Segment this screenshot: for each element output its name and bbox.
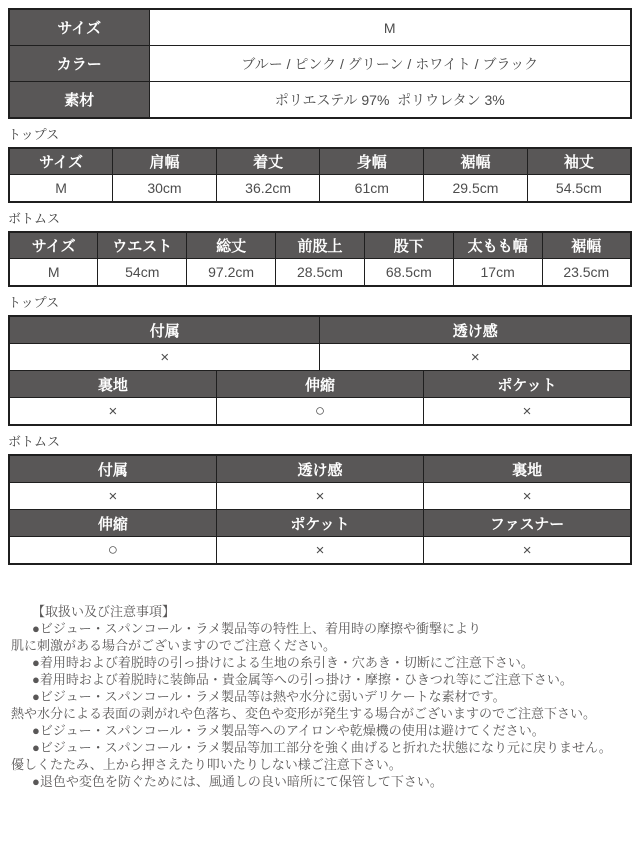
note-line: ●ビジュー・スパンコール・ラメ製品等加工部分を強く曲げると折れた状態になり元に戻りません。 (32, 740, 612, 755)
feature-value: × (9, 398, 216, 426)
feature-header: 付属 (9, 316, 320, 344)
measurement-cell: 17cm (453, 259, 542, 287)
table-row (9, 344, 631, 371)
spec-value-cell: ポリエステル 97% ポリウレタン 3% (149, 82, 631, 119)
column-header: 身幅 (320, 148, 424, 175)
table-row (9, 82, 631, 119)
tops-features-table (8, 315, 632, 426)
bottoms-measurements-table (8, 231, 632, 287)
spec-table (8, 8, 632, 119)
feature-value: × (9, 344, 320, 371)
table-row (9, 259, 631, 287)
note-line: 優しくたたみ、上から押さえたり叩いたりしない様ご注意下さい。 (11, 757, 402, 772)
note-line: 肌に刺激がある場合がございますのでご注意ください。 (11, 638, 337, 653)
section-label-bottoms-features: ボトムス (8, 434, 61, 449)
measurement-cell: 36.2cm (216, 175, 320, 203)
table-header-row (9, 316, 631, 344)
feature-value: × (216, 537, 423, 565)
spec-value-cell: M (149, 9, 631, 46)
feature-header: 裏地 (9, 371, 216, 398)
table-row (9, 175, 631, 203)
measurement-cell: 54cm (98, 259, 187, 287)
column-header: サイズ (9, 148, 113, 175)
spec-label-cell: カラー (9, 46, 149, 82)
spec-value-cell: ブルー / ピンク / グリーン / ホワイト / ブラック (149, 46, 631, 82)
feature-header: 透け感 (216, 455, 423, 483)
measurement-cell: 61cm (320, 175, 424, 203)
table-row (9, 46, 631, 82)
care-notes (8, 603, 632, 790)
section-label-tops: トップス (8, 127, 60, 142)
note-line: ●ビジュー・スパンコール・ラメ製品等の特性上、着用時の摩擦や衝撃により (32, 621, 481, 636)
measurement-cell: 30cm (113, 175, 217, 203)
table-header-row (9, 510, 631, 537)
feature-header: 伸縮 (9, 510, 216, 537)
feature-value: × (9, 483, 216, 510)
note-line: ●退色や変色を防ぐためには、風通しの良い暗所にて保管して下さい。 (32, 774, 443, 789)
column-header: 股下 (364, 232, 453, 259)
care-notes-title: 【取扱い及び注意事項】 (32, 604, 176, 619)
feature-header: 付属 (9, 455, 216, 483)
note-line: ●着用時および着脱時の引っ掛けによる生地の糸引き・穴あき・切断にご注意下さい。 (32, 655, 534, 670)
table-header-row (9, 232, 631, 259)
feature-header: ポケット (424, 371, 631, 398)
feature-value: × (424, 537, 631, 565)
feature-header: 透け感 (320, 316, 631, 344)
column-header: 前股上 (276, 232, 365, 259)
bottoms-features-table (8, 454, 632, 565)
section-label-bottoms: ボトムス (8, 211, 61, 226)
table-header-row (9, 455, 631, 483)
column-header: 太もも幅 (453, 232, 542, 259)
feature-value: × (424, 483, 631, 510)
note-line: 熱や水分による表面の剥がれや色落ち、変色や変形が発生する場合がございますのでご注意下さい。 (11, 706, 597, 721)
note-line: ●着用時および着脱時に装飾品・貴金属等への引っ掛け・摩擦・ひきつれ等にご注意下さい。 (32, 672, 573, 687)
measurement-cell: M (9, 175, 113, 203)
column-header: 肩幅 (113, 148, 217, 175)
measurement-cell: 54.5cm (527, 175, 631, 203)
feature-header: 裏地 (424, 455, 631, 483)
table-row (9, 9, 631, 46)
feature-header: ポケット (216, 510, 423, 537)
feature-header: ファスナー (424, 510, 631, 537)
column-header: サイズ (9, 232, 98, 259)
column-header: 総丈 (187, 232, 276, 259)
column-header: ウエスト (98, 232, 187, 259)
note-line: ●ビジュー・スパンコール・ラメ製品等へのアイロンや乾燥機の使用は避けてください。 (32, 723, 545, 738)
feature-value: × (320, 344, 631, 371)
measurement-cell: 97.2cm (187, 259, 276, 287)
feature-value: ○ (216, 398, 423, 426)
tops-measurements-table (8, 147, 632, 203)
measurement-cell: M (9, 259, 98, 287)
column-header: 着丈 (216, 148, 320, 175)
table-header-row (9, 371, 631, 398)
feature-header: 伸縮 (216, 371, 423, 398)
table-header-row (9, 148, 631, 175)
column-header: 裾幅 (424, 148, 528, 175)
table-row (9, 398, 631, 426)
measurement-cell: 68.5cm (364, 259, 453, 287)
column-header: 裾幅 (542, 232, 631, 259)
section-label-tops-features: トップス (8, 295, 60, 310)
measurement-cell: 29.5cm (424, 175, 528, 203)
feature-value: × (216, 483, 423, 510)
column-header: 袖丈 (527, 148, 631, 175)
measurement-cell: 23.5cm (542, 259, 631, 287)
table-row (9, 483, 631, 510)
table-row (9, 537, 631, 565)
feature-value: ○ (9, 537, 216, 565)
note-line: ●ビジュー・スパンコール・ラメ製品等は熱や水分に弱いデリケートな素材です。 (32, 689, 506, 704)
measurement-cell: 28.5cm (276, 259, 365, 287)
spec-label-cell: サイズ (9, 9, 149, 46)
spec-label-cell: 素材 (9, 82, 149, 119)
feature-value: × (424, 398, 631, 426)
